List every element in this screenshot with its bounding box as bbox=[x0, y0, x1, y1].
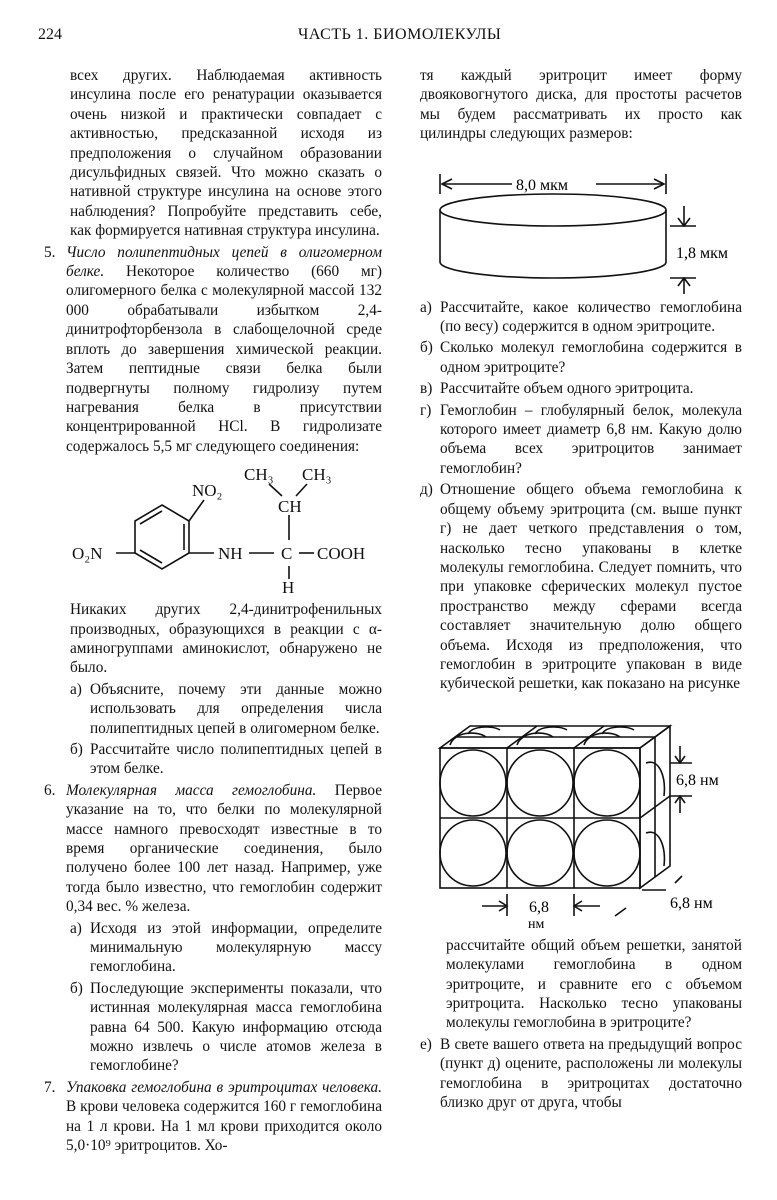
question-7f bbox=[420, 1035, 742, 1113]
subitem-label: а) bbox=[420, 298, 432, 316]
right-column bbox=[420, 66, 742, 1112]
question-7d-continued: рассчитайте общий объем решетки, занятой молекулами гемоглобина в одном эритроците, и сравните его с объемом эритроцита. Насколько тесно упакованы молекулы гемоглобина в эритроците? bbox=[446, 936, 742, 1032]
subitem-text: Рассчитайте объем одного эритроцита. bbox=[440, 380, 694, 398]
cylinder-height-label: 1,8 мкм bbox=[676, 244, 729, 262]
question-title: Упаковка гемоглобина в эритроцитах человека. bbox=[66, 1078, 382, 1096]
cylinder-diameter-label: 8,0 мкм bbox=[516, 176, 569, 194]
subitem-text: Рассчитайте, какое количество гемоглобина (по весу) содержится в одном эритроците. bbox=[440, 298, 742, 336]
question-body bbox=[66, 1078, 382, 1156]
question-title: Число полипептидных цепей в олигомерном белке. bbox=[66, 243, 382, 281]
running-head: ЧАСТЬ 1. БИОМОЛЕКУЛЫ bbox=[298, 26, 502, 43]
question-7a bbox=[420, 298, 742, 337]
amino-nh: NH bbox=[218, 544, 243, 564]
left-column bbox=[44, 66, 382, 1156]
subitem-label: а) bbox=[70, 919, 82, 937]
alpha-carbon: C bbox=[281, 544, 293, 564]
subitem-label: б) bbox=[70, 740, 83, 758]
nitro-para: O₂N bbox=[72, 544, 103, 564]
lattice-bottom-value: 6,8 bbox=[529, 898, 549, 916]
lattice-side-label: 6,8 нм bbox=[676, 771, 719, 789]
question-number: 6. bbox=[44, 781, 56, 799]
subitem-label: в) bbox=[420, 380, 433, 398]
subitem-text: Сколько молекул гемоглобина содержится в одном эритроците? bbox=[440, 339, 742, 376]
subitem-label: б) bbox=[420, 339, 433, 357]
question-number: 5. bbox=[44, 243, 56, 261]
question-6 bbox=[44, 781, 382, 917]
subitem-text: Рассчитайте число полипептидных цепей в этом белке. bbox=[90, 740, 382, 778]
question-7b bbox=[420, 338, 742, 377]
nitro-ortho: NO₂ bbox=[192, 481, 223, 501]
question-body bbox=[66, 781, 382, 917]
question-text: В крови человека содержится 160 г гемоглобина на 1 л крови. На 1 мл крови приходится около 5,0·10⁹ эритроцитов. Хо- bbox=[66, 1098, 382, 1155]
subitem-label: б) bbox=[70, 979, 83, 997]
subitem-text: Исходя из этой информации, определите минимальную молекулярную массу гемоглобина. bbox=[90, 919, 382, 976]
page-header bbox=[0, 26, 777, 48]
page-number: 224 bbox=[38, 26, 62, 43]
question-6a bbox=[44, 919, 382, 977]
question-6b bbox=[44, 979, 382, 1076]
question-7c bbox=[420, 379, 742, 398]
subitem-label: г) bbox=[420, 401, 432, 419]
subitem-label: д) bbox=[420, 481, 433, 499]
subitem-text: В свете вашего ответа на предыдущий вопрос (пункт д) оцените, расположены ли молекулы гемоглобина в эритроцитах достаточно близко друг от друга, чтобы bbox=[440, 1035, 742, 1111]
lattice-bottom-unit: нм bbox=[528, 916, 545, 928]
methyl-left: CH₃ bbox=[244, 465, 274, 485]
question-7d bbox=[420, 401, 742, 479]
subitem-text: Гемоглобин – глобулярный белок, молекула которого имеет диаметр 6,8 нм. Какую долю объема всех эритроцитов занимает гемоглобин? bbox=[440, 401, 742, 477]
question-7 bbox=[44, 1078, 382, 1156]
question-text: Некоторое количество (660 мг) олигомерного белка с молекулярной массой 132 000 обрабатывали избытком 2,4-динитрофторбензола в слабощелочной среде вплоть до завершения химической реакции. Затем пептидные связи белка были подвергнуты полному гидролизу путем нагревания белка в присутствии концентрированной HCl. В гидролизате содержалось 5,5 мг следующего соединения: bbox=[66, 263, 382, 455]
ch-group: CH bbox=[278, 497, 302, 517]
question-text: Первое указание на то, что белки по молекулярной массе намного превосходят известные в то время органические соединения, было получено более 100 лет назад. Например, уже тогда было известно, что гемоглобин содержит 0,34 вес. % железа. bbox=[66, 781, 382, 916]
subitem-label: е) bbox=[420, 1035, 432, 1053]
erythrocyte-cylinder-diagram bbox=[420, 154, 742, 294]
cubic-lattice-diagram bbox=[420, 718, 742, 928]
question-body bbox=[66, 243, 382, 456]
benzene-ring bbox=[135, 505, 189, 569]
subitem-text: Последующие эксперименты показали, что истинная молекулярная масса гемоглобина равна 64 500. Какую информацию отсюда можно извлечь о числе атомов железа в гемоглобине? bbox=[90, 979, 382, 1075]
subitem-label: а) bbox=[70, 680, 82, 698]
carboxyl-group: COOH bbox=[317, 544, 366, 564]
question-5-followup: Никаких других 2,4-динитрофенильных производных, образующихся в реакции с α-аминогруппами аминокислот, обнаружено не было. bbox=[70, 601, 382, 677]
question-7e bbox=[420, 480, 742, 693]
alpha-hydrogen: H bbox=[282, 578, 295, 595]
question-5a bbox=[44, 680, 382, 738]
subitem-text: Объясните, почему эти данные можно использовать для определения числа полипептидных цепей в олигомерном белке. bbox=[90, 680, 382, 737]
subitem-text: Отношение общего объема гемоглобина к общему объему эритроцита (см. выше пункт г) не дает четкого представления о том, насколько тесно упакованы в клетке молекулы гемоглобина. Следует помнить, что при упаковке сферических молекул пустое пространство между сферами всегда составляет значительную долю общего объема. Исходя из предположения, что гемоглобин в эритроците упакован в виде кубической решетки, как показано на рисунке bbox=[440, 481, 742, 693]
dnp-compound-structure bbox=[44, 462, 382, 594]
methyl-right: CH₃ bbox=[302, 465, 332, 485]
question-title: Молекулярная масса гемоглобина. bbox=[66, 781, 317, 799]
question-5b bbox=[44, 740, 382, 779]
question-7-continued: тя каждый эритроцит имеет форму двояковогнутого диска, для простоты расчетов мы будем рассматривать их просто как цилиндры следующих размеров: bbox=[420, 67, 742, 143]
question-number: 7. bbox=[44, 1078, 56, 1096]
question-5 bbox=[44, 243, 382, 456]
intro-paragraph: всех других. Наблюдаемая активность инсулина после его ренатурации оказывается очень низкой и практически совпадает с активностью, предсказанной исходя из предположения о случайном образовании дисульфидных связей. Что можно сказать о нативной структуре инсулина на основе этого наблюдения? Попробуйте представить себе, как формируется нативная структура инсулина. bbox=[70, 67, 382, 240]
lattice-depth-label: 6,8 нм bbox=[670, 894, 713, 912]
